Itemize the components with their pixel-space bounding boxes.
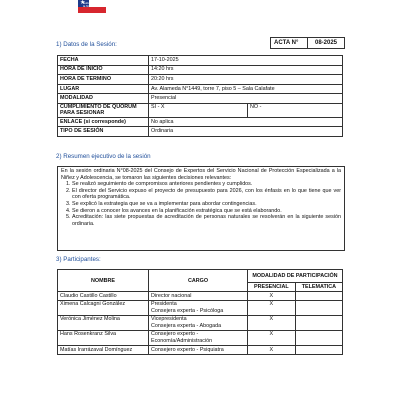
role-line: Vicepresidenta — [151, 316, 187, 322]
participant-name: Ximena Calcagni González — [58, 301, 149, 316]
session-info-table — [57, 55, 343, 137]
participant-name: Matías Irarrázaval Domínguez — [58, 346, 149, 355]
quorum-yes: SI - X — [149, 103, 248, 117]
participant-name: Verónica Jiménez Molina — [58, 316, 149, 331]
header-telematica: TELEMATICA — [295, 283, 342, 292]
table-row — [58, 316, 343, 331]
acta-number: 08-2025 — [314, 40, 338, 46]
table-row — [58, 117, 343, 127]
participants-table — [57, 269, 343, 355]
table-row — [58, 127, 343, 137]
info-key: FECHA — [58, 56, 149, 66]
table-header-row — [58, 270, 343, 283]
participant-name: Hans Rosenkranz Silva — [58, 331, 149, 346]
header-presencial: PRESENCIAL — [248, 283, 296, 292]
role-line: Consejera experta - Psicóloga — [151, 308, 224, 314]
info-value: 20:20 hrs — [149, 75, 343, 85]
executive-summary — [57, 166, 345, 251]
participant-role — [149, 346, 248, 355]
table-row — [58, 346, 343, 355]
list-item: 5. Acreditación: las siete propuestas de acreditación de personas naturales se resolverán en la siguiente sesión ordinaria. — [72, 214, 341, 227]
summary-list — [61, 181, 341, 227]
table-row — [58, 56, 343, 66]
table-row — [58, 94, 343, 104]
info-value: Av. Alameda N°1449, torre 7, piso 5 – Sala Calafate — [149, 84, 343, 94]
info-key: MODALIDAD — [58, 94, 149, 104]
participant-telematica — [295, 316, 342, 331]
section-2-title: 2) Resumen ejecutivo de la sesión — [56, 153, 151, 160]
info-value: 14:20 hrs — [149, 65, 343, 75]
table-row — [58, 65, 343, 75]
section-1-title: 1) Datos de la Sesión: — [56, 41, 117, 48]
table-row — [58, 292, 343, 301]
section-3-title: 3) Participantes: — [56, 256, 101, 263]
participant-telematica — [295, 292, 342, 301]
participant-telematica — [295, 331, 342, 346]
info-value: No aplica — [149, 117, 343, 127]
role-line: Consejero experto - Psiquiatra — [151, 346, 224, 353]
table-row — [58, 301, 343, 316]
header-name: NOMBRE — [58, 270, 149, 292]
participant-telematica — [295, 346, 342, 355]
list-item: 2. El director del Servicio expuso el proyecto de presupuesto para 2026, con los énfasis en lo que tiene que ver con oferta programática. — [72, 188, 341, 201]
info-value: Presencial — [149, 94, 343, 104]
info-value: 17-10-2025 — [149, 56, 343, 66]
participant-role — [149, 301, 248, 316]
table-row — [58, 84, 343, 94]
role-line: Economía/Administración — [151, 338, 213, 344]
table-row — [58, 75, 343, 85]
list-item: 1. Se realizó seguimiento de compromisos anteriores pendientes y cumplidos. — [72, 181, 341, 188]
acta-number-box — [270, 37, 345, 49]
acta-label: ACTA N° — [271, 38, 308, 48]
info-key: HORA DE INICIO — [58, 65, 149, 75]
participant-presencial: X — [248, 331, 296, 346]
info-key: TIPO DE SESIÓN — [58, 127, 149, 137]
table-row — [58, 103, 343, 117]
info-key: ENLACE (si corresponde) — [58, 117, 149, 127]
list-item: 3. Se explicó la estrategia que se va a implementar para abordar contingencias. — [72, 201, 341, 208]
star-icon: ★ — [80, 0, 86, 6]
participant-name: Claudio Castillo Castillo — [58, 292, 149, 301]
participant-telematica — [295, 301, 342, 316]
participant-role — [149, 292, 248, 301]
participant-role — [149, 316, 248, 331]
header-modality: MODALIDAD DE PARTICIPACIÓN — [248, 270, 343, 283]
list-item: 4. Se dieron a conocer los avances en la planificación estratégica que se está elaborando. — [72, 208, 341, 215]
header-role: CARGO — [149, 270, 248, 292]
role-line: Consejera experta - Abogada — [151, 323, 222, 329]
table-row — [58, 331, 343, 346]
role-line: Director nacional — [151, 292, 192, 299]
info-key: HORA DE TERMINO — [58, 75, 149, 85]
quorum-key: CUMPLIMIENTO DE QUÓRUM PARA SESIONAR — [58, 103, 149, 117]
logo-text: Subsecretaría de la Niñez — [83, 1, 106, 9]
summary-intro: En la sesión ordinaria N°08-2025 del Consejo de Expertos del Servicio Nacional de Protección Especializada a la Niñez y Adolescencia, se tomaron las siguientes decisiones relevantes: — [61, 168, 341, 181]
info-value: Ordinaria — [149, 127, 343, 137]
participant-presencial: X — [248, 346, 296, 355]
role-line: Presidenta — [151, 301, 177, 307]
participant-role — [149, 331, 248, 346]
participant-presencial: X — [248, 316, 296, 331]
info-key: LUGAR — [58, 84, 149, 94]
quorum-no: NO - — [248, 103, 343, 117]
participant-presencial: X — [248, 301, 296, 316]
participant-presencial: X — [248, 292, 296, 301]
role-line: Consejero experto - — [151, 331, 199, 337]
